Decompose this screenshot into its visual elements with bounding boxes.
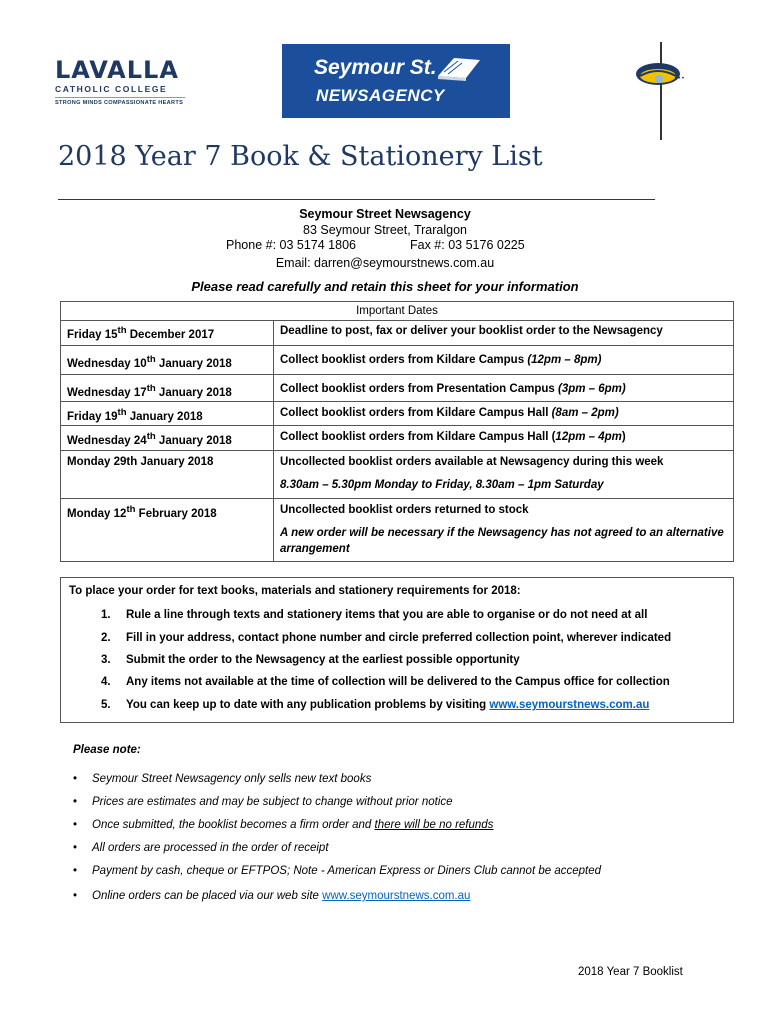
lavalla-subtitle: CATHOLIC COLLEGE (55, 84, 168, 94)
website-link[interactable]: www.seymourstnews.com.au (489, 699, 650, 711)
note-item: • All orders are processed in the order of receipt (73, 842, 329, 854)
event-cell: Deadline to post, fax or deliver your booklist order to the Newsagency (274, 321, 734, 346)
date-cell: Monday 29th January 2018 (61, 450, 274, 498)
newsagency-email: Email: darren@seymourstnews.com.au (275, 256, 495, 270)
event-cell: Uncollected booklist orders available at Newsagency during this week 8.30am – 5.30pm Monday to Friday, 8.30am – 1pm Saturday (274, 450, 734, 498)
newsagency-phone: Phone #: 03 5174 1806 (226, 238, 356, 252)
note-item: • Payment by cash, cheque or EFTPOS; Note - American Express or Diners Club cannot be accepted (73, 865, 602, 877)
newsagency-logo-line2: NEWSAGENCY (316, 86, 445, 105)
date-cell: Wednesday 24th January 2018 (61, 425, 274, 450)
newsagency-fax: Fax #: 03 5176 0225 (410, 238, 525, 252)
order-heading: To place your order for text books, materials and stationery requirements for 2018: (69, 585, 521, 597)
table-row (61, 345, 734, 374)
date-cell: Wednesday 10th January 2018 (61, 345, 274, 374)
event-cell: Collect booklist orders from Kildare Campus Hall (8am – 2pm) (274, 401, 734, 425)
note-item: • Prices are estimates and may be subject to change without prior notice (73, 796, 453, 808)
title-divider (58, 199, 655, 200)
event-cell: Collect booklist orders from Kildare Campus (12pm – 8pm) (274, 345, 734, 374)
order-step: 5. You can keep up to date with any publication problems by visiting www.seymourstnews.com.au (101, 699, 650, 711)
table-row (61, 401, 734, 425)
table-row (61, 450, 734, 498)
bullet-icon: • (73, 890, 78, 902)
read-carefully-note: Please read carefully and retain this sheet for your information (191, 279, 579, 294)
lavalla-logo (55, 57, 185, 113)
newsagency-logo (282, 44, 510, 118)
table-row (61, 498, 734, 561)
bullet-icon: • (73, 842, 78, 854)
book-icon (432, 50, 484, 84)
table-row (61, 321, 734, 346)
table-row (61, 374, 734, 401)
page-title: 2018 Year 7 Book & Stationery List (58, 141, 543, 172)
lavalla-name: LAVALLA (55, 56, 179, 84)
college-crest-icon (628, 40, 690, 142)
order-step: 2. Fill in your address, contact phone number and circle preferred collection point, wherever indicated (101, 632, 672, 644)
svg-text:•••: ••• (674, 75, 685, 82)
date-cell: Friday 15th December 2017 (61, 321, 274, 346)
table-header-row (61, 302, 734, 321)
bullet-icon: • (73, 796, 78, 808)
newsagency-logo-line1: Seymour St. (314, 56, 437, 79)
order-step: 4. Any items not available at the time of collection will be delivered to the Campus office for collection (101, 676, 670, 688)
order-instructions-box (60, 577, 734, 723)
table-row (61, 425, 734, 450)
lavalla-motto: STRONG MINDS COMPASSIONATE HEARTS (55, 97, 185, 108)
order-step: 1. Rule a line through texts and stationery items that you are able to organise or do not need at all (101, 609, 648, 621)
bullet-icon: • (73, 819, 78, 831)
note-item: • Online orders can be placed via our web site www.seymourstnews.com.au (73, 890, 471, 902)
note-item: • Seymour Street Newsagency only sells new text books (73, 773, 372, 785)
order-step: 3. Submit the order to the Newsagency at the earliest possible opportunity (101, 654, 520, 666)
date-cell: Friday 19th January 2018 (61, 401, 274, 425)
website-link[interactable]: www.seymourstnews.com.au (322, 890, 471, 902)
note-item: • Once submitted, the booklist becomes a firm order and there will be no refunds (73, 819, 494, 831)
important-dates-heading: Important Dates (61, 302, 734, 321)
event-cell: Uncollected booklist orders returned to stock A new order will be necessary if the Newsagency has not agreed to an alternative arrangement (274, 498, 734, 561)
event-cell: Collect booklist orders from Kildare Campus Hall (12pm – 4pm) (274, 425, 734, 450)
page-footer: 2018 Year 7 Booklist (578, 966, 683, 978)
please-note-heading: Please note: (73, 744, 141, 756)
event-cell: Collect booklist orders from Presentation Campus (3pm – 6pm) (274, 374, 734, 401)
newsagency-name: Seymour Street Newsagency (299, 207, 471, 221)
date-cell: Monday 12th February 2018 (61, 498, 274, 561)
newsagency-street: 83 Seymour Street, Traralgon (303, 223, 467, 237)
important-dates-table (60, 301, 734, 562)
bullet-icon: • (73, 773, 78, 785)
date-cell: Wednesday 17th January 2018 (61, 374, 274, 401)
bullet-icon: • (73, 865, 78, 877)
